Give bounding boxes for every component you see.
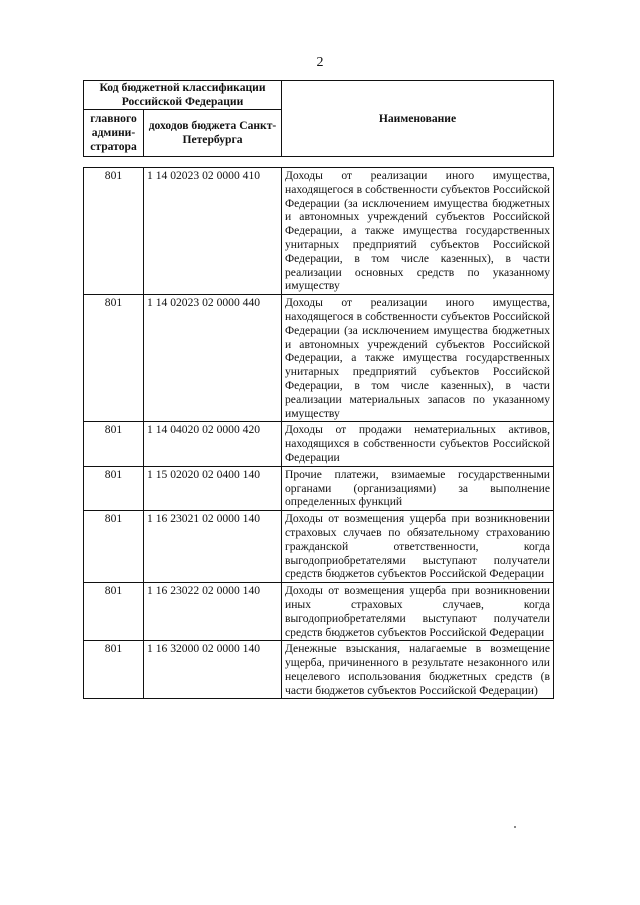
income-name-cell: Доходы от продажи нематериальных активов, находящихся в собственности субъектов Российской Федерации [282, 422, 554, 466]
header-name-column: Наименование [282, 81, 554, 157]
budget-code-cell: 1 16 32000 02 0000 140 [144, 641, 282, 699]
budget-code-cell: 1 15 02020 02 0400 140 [144, 466, 282, 510]
admin-code-cell: 801 [84, 422, 144, 466]
table-row [84, 466, 554, 510]
header-group-title: Код бюджетной классификации Российской Федерации [84, 81, 282, 110]
table-row [84, 583, 554, 641]
admin-code-cell: 801 [84, 466, 144, 510]
header-code-column: доходов бюджета Санкт-Петербурга [144, 110, 282, 157]
income-name-cell: Денежные взыскания, налагаемые в возмещение ущерба, причиненного в результате незаконного или нецелевого использования бюджетных средств (в части бюджетов субъектов Российской Федерации) [282, 641, 554, 699]
admin-code-cell: 801 [84, 583, 144, 641]
page-number: 2 [316, 55, 324, 70]
table-row [84, 511, 554, 583]
admin-code-cell: 801 [84, 295, 144, 422]
income-name-cell: Прочие платежи, взимаемые государственными органами (организациями) за выполнение определенных функций [282, 466, 554, 510]
table-row [84, 295, 554, 422]
budget-code-cell: 1 14 04020 02 0000 420 [144, 422, 282, 466]
scan-mark [514, 826, 516, 828]
budget-code-cell: 1 16 23022 02 0000 140 [144, 583, 282, 641]
admin-code-cell: 801 [84, 168, 144, 295]
table-row [84, 641, 554, 699]
income-name-cell: Доходы от реализации иного имущества, находящегося в собственности субъектов Российской Федерации (за исключением имущества бюджетных и автономных учреждений субъектов Российской Федерации, а также имущества государственных унитарных предприятий субъектов Российской Федерации, в том числе казенных), в части реализации материальных запасов по указанному имуществу [282, 295, 554, 422]
table-row [84, 422, 554, 466]
income-name-cell: Доходы от возмещения ущерба при возникновении иных страховых случаев, когда выгодоприобретателями выступают получатели средств бюджетов субъектов Российской Федерации [282, 583, 554, 641]
income-name-cell: Доходы от возмещения ущерба при возникновении страховых случаев по обязательному страхованию гражданской ответственности, когда выгодоприобретателями выступают получатели средств бюджетов субъектов Российской Федерации [282, 511, 554, 583]
budget-code-cell: 1 16 23021 02 0000 140 [144, 511, 282, 583]
admin-code-cell: 801 [84, 511, 144, 583]
budget-code-cell: 1 14 02023 02 0000 440 [144, 295, 282, 422]
table-header [83, 80, 554, 157]
income-name-cell: Доходы от реализации иного имущества, находящегося в собственности субъектов Российской Федерации (за исключением имущества бюджетных и автономных учреждений субъектов Российской Федерации, а также имущества государственных унитарных предприятий субъектов Российской Федерации, в том числе казенных), в части реализации основных средств по указанному имуществу [282, 168, 554, 295]
admin-code-cell: 801 [84, 641, 144, 699]
table-row [84, 168, 554, 295]
budget-code-cell: 1 14 02023 02 0000 410 [144, 168, 282, 295]
header-admin-column: главного админи-стратора [84, 110, 144, 157]
classification-table [83, 167, 554, 699]
